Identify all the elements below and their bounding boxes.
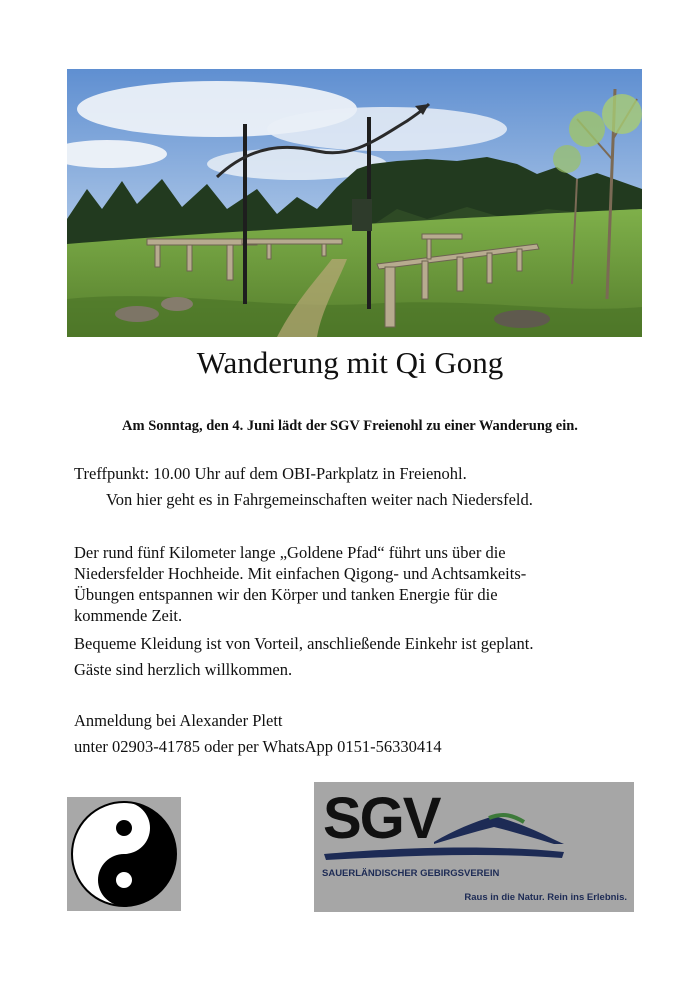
description-line-4: kommende Zeit. bbox=[74, 606, 183, 625]
description-line-3: Übungen entspannen wir den Körper und tanken Energie für die bbox=[74, 585, 498, 604]
registration-contact: unter 02903-41785 oder per WhatsApp 0151-56330414 bbox=[74, 737, 442, 756]
sgv-letters: SGV bbox=[323, 786, 440, 851]
intro-text: Am Sonntag, den 4. Juni lädt der SGV Freienohl zu einer Wanderung ein. bbox=[122, 418, 578, 434]
meeting-point-text: Treffpunkt: 10.00 Uhr auf dem OBI-Parkplatz in Freienohl. bbox=[74, 464, 467, 483]
description-line-1: Der rund fünf Kilometer lange „Goldene Pfad“ führt uns über die bbox=[74, 543, 506, 562]
sgv-organization-name: SAUERLÄNDISCHER GEBIRGSVEREIN bbox=[322, 868, 500, 879]
carpool-text: Von hier geht es in Fahrgemeinschaften weiter nach Niedersfeld. bbox=[106, 490, 533, 509]
sgv-logo bbox=[314, 782, 634, 912]
description-line-2: Niedersfelder Hochheide. Mit einfachen Qigong- und Achtsamkeits- bbox=[74, 564, 527, 583]
page-title: Wanderung mit Qi Gong bbox=[196, 345, 504, 380]
yin-yang-icon bbox=[67, 797, 181, 911]
guests-welcome-note: Gäste sind herzlich willkommen. bbox=[74, 660, 293, 679]
registration-name: Anmeldung bei Alexander Plett bbox=[74, 711, 283, 730]
header-photo bbox=[67, 69, 642, 337]
sgv-slogan: Raus in die Natur. Rein ins Erlebnis. bbox=[464, 892, 627, 903]
clothing-note: Bequeme Kleidung ist von Vorteil, anschließende Einkehr ist geplant. bbox=[74, 634, 534, 653]
